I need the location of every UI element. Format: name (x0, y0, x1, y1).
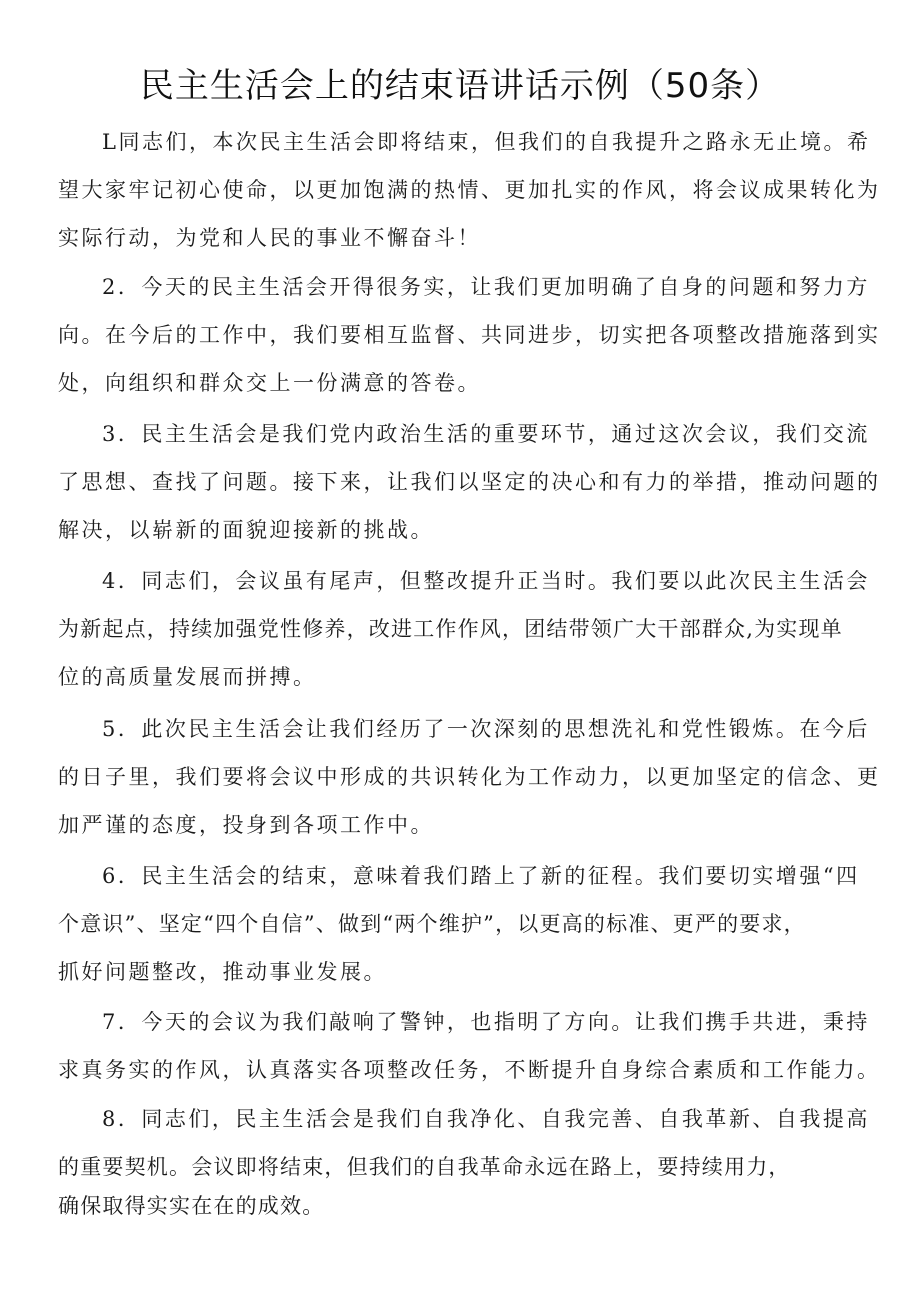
paragraph-8 (58, 1095, 878, 1221)
paragraph-line: 处，向组织和群众交上一份满意的答卷。 (58, 371, 481, 395)
paragraph-line: 求真务实的作风，认真落实各项整改任务，不断提升自身综合素质和工作能力。 (58, 1058, 881, 1082)
paragraph-line: 加严谨的态度，投身到各项工作中。 (58, 813, 434, 837)
paragraph-line: 2．今天的民主生活会开得很务实，让我们更加明确了自身的问题和努力方 (102, 275, 870, 299)
paragraph-line: 5．此次民主生活会让我们经历了一次深刻的思想洗礼和党性锻炼。在今后 (102, 717, 870, 741)
paragraph-2 (58, 263, 881, 407)
paragraph-line: 3．民主生活会是我们党内政治生活的重要环节，通过这次会议，我们交流 (102, 422, 870, 446)
paragraph-line: 望大家牢记初心使命，以更加饱满的热情、更加扎实的作风，将会议成果转化为 (58, 178, 881, 202)
paragraph-line: 抓好问题整改，推动事业发展。 (58, 960, 387, 984)
paragraph-line: L同志们，本次民主生活会即将结束，但我们的自我提升之路永无止境。希 (102, 130, 871, 154)
paragraph-line: 位的高质量发展而拼搏。 (58, 665, 317, 689)
paragraph-line: 为新起点，持续加强党性修养，改进工作作风，团结带领广大干部群众,为实现单 (58, 617, 843, 641)
paragraph-3 (58, 410, 881, 554)
paragraph-4 (58, 557, 878, 701)
paragraph-line: 6．民主生活会的结束，意味着我们踏上了新的征程。我们要切实增强“四 (102, 864, 860, 888)
paragraph-5 (58, 705, 881, 849)
paragraph-line: 确保取得实实在在的成效。 (58, 1194, 325, 1218)
paragraph-line: 8．同志们，民主生活会是我们自我净化、自我完善、自我革新、自我提高 (102, 1107, 870, 1131)
document-title: 民主生活会上的结束语讲话示例（50条） (139, 66, 781, 106)
paragraph-line: 7．今天的会议为我们敲响了警钟，也指明了方向。让我们携手共进，秉持 (102, 1010, 870, 1034)
paragraph-7 (58, 998, 881, 1094)
paragraph-line: 的重要契机。会议即将结束，但我们的自我革命永远在路上，要持续用力， (58, 1155, 791, 1179)
paragraph-line: 实际行动，为党和人民的事业不懈奋斗！ (58, 226, 481, 250)
paragraph-line: 解决，以崭新的面貌迎接新的挑战。 (58, 518, 434, 542)
paragraph-6 (58, 852, 878, 996)
paragraph-line: 个意识”、坚定“四个自信”、做到“两个维护”，以更高的标准、更严的要求， (58, 912, 806, 936)
paragraph-1 (58, 118, 881, 262)
paragraph-line: 了思想、查找了问题。接下来，让我们以坚定的决心和有力的举措，推动问题的 (58, 470, 881, 494)
paragraph-line: 向。在今后的工作中，我们要相互监督、共同进步，切实把各项整改措施落到实 (58, 323, 881, 347)
paragraph-line: 的日子里，我们要将会议中形成的共识转化为工作动力，以更加坚定的信念、更 (58, 765, 881, 789)
paragraph-line: 4．同志们，会议虽有尾声，但整改提升正当时。我们要以此次民主生活会 (102, 569, 870, 593)
